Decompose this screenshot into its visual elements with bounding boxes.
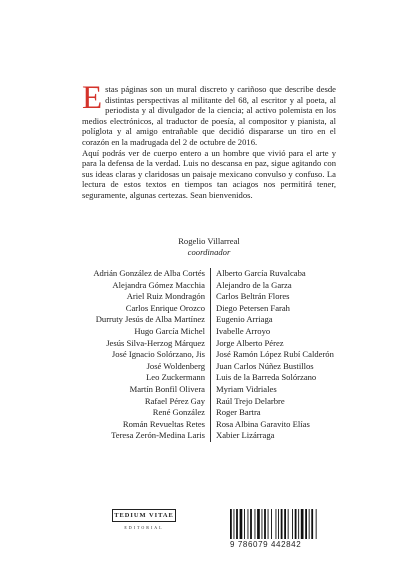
contributor-name: Hugo García Michel	[134, 325, 205, 336]
contributor-name: Ivabelle Arroyo	[216, 325, 271, 336]
coordinator-role: coordinador	[187, 247, 231, 257]
publisher-logo	[112, 509, 176, 530]
contributor-name: Alberto García Ruvalcaba	[216, 268, 306, 278]
contributor-name: Martín Bonfil Olivera	[129, 383, 205, 394]
contributor-name: René González	[152, 407, 205, 418]
contributor-name: Juan Carlos Núñez Bustillos	[216, 360, 314, 371]
contributor-name: Rafael Pérez Gay	[144, 395, 205, 406]
contributors-right-column	[211, 268, 334, 442]
contributor-name: José Ramón López Rubí Calderón	[216, 349, 334, 360]
contributor-name: Jorge Alberto Pérez	[216, 337, 284, 348]
blurb-text-1: stas páginas son un mural discreto y cariñoso que describe desde distintas perspectivas al militante del 68, al escritor y al poeta, al periodista y al divulgador de la ciencia; al activo polemista en los medios electrónicos, al traductor de poesía, al compositor y pianista, al políglota y al amigo entrañable que decidió dispararse un tiro en el corazón en la madrugada del 2 de octubre de 2016.	[82, 84, 336, 147]
barcode-bars	[228, 509, 320, 539]
contributor-name: Durruty Jesús de Alba Martínez	[95, 314, 205, 325]
coordinator-credit	[150, 236, 268, 258]
contributors-left-column	[82, 268, 210, 442]
contributors-list	[82, 268, 336, 442]
isbn-barcode	[228, 509, 320, 549]
contributor-name: Diego Petersen Farah	[216, 302, 290, 313]
contributor-name: Eugenio Arriaga	[216, 314, 273, 325]
publisher-subtitle: EDITORIAL	[124, 525, 164, 530]
contributor-name: Raúl Trejo Delarbre	[216, 395, 285, 406]
contributor-name: Myriam Vidriales	[216, 383, 277, 394]
contributor-name: Leo Zuckermann	[146, 372, 205, 383]
contributor-name: Rosa Albina Garavito Elías	[216, 418, 310, 429]
publisher-name: TEDIUM VITAE	[112, 509, 176, 522]
isbn-number: 9 786079 442842	[230, 540, 302, 549]
contributor-name: Xabier Lizárraga	[216, 430, 275, 441]
contributor-name: Alejandra Gómez Macchia	[112, 279, 205, 290]
drop-cap-letter: E	[82, 80, 103, 116]
contributor-name: Teresa Zerón-Medina Laris	[111, 430, 205, 441]
contributor-name: Adrián González de Alba Cortés	[93, 268, 205, 278]
contributor-name: Alejandro de la Garza	[216, 279, 292, 290]
contributor-name: José Woldenberg	[146, 360, 205, 371]
coordinator-name: Rogelio Villarreal	[178, 236, 240, 246]
blurb-paragraph-1	[82, 80, 336, 148]
contributor-name: Ariel Ruiz Mondragón	[126, 291, 205, 302]
contributor-name: Roger Bartra	[216, 407, 261, 418]
contributor-name: Carlos Enrique Orozco	[125, 302, 205, 313]
back-cover-blurb	[82, 80, 336, 201]
blurb-paragraph-2: Aquí podrás ver de cuerpo entero a un hombre que vivió para el arte y para la defensa de la verdad. Luis no descansa en paz, sigue agitando con sus ideas claras y claridosas un paisaje mexicano convulso y confuso. La lectura de estos textos en tiempos tan aciagos nos permitirá tener, seguramente, algunas certezas. Sean bienvenidos.	[82, 147, 336, 200]
contributor-name: Jesús Silva-Herzog Márquez	[106, 337, 205, 348]
contributor-name: Carlos Beltrán Flores	[216, 291, 290, 302]
contributor-name: José Ignacio Solórzano, Jis	[111, 349, 205, 360]
contributor-name: Román Revueltas Retes	[122, 418, 205, 429]
contributor-name: Luis de la Barreda Solórzano	[216, 372, 317, 383]
